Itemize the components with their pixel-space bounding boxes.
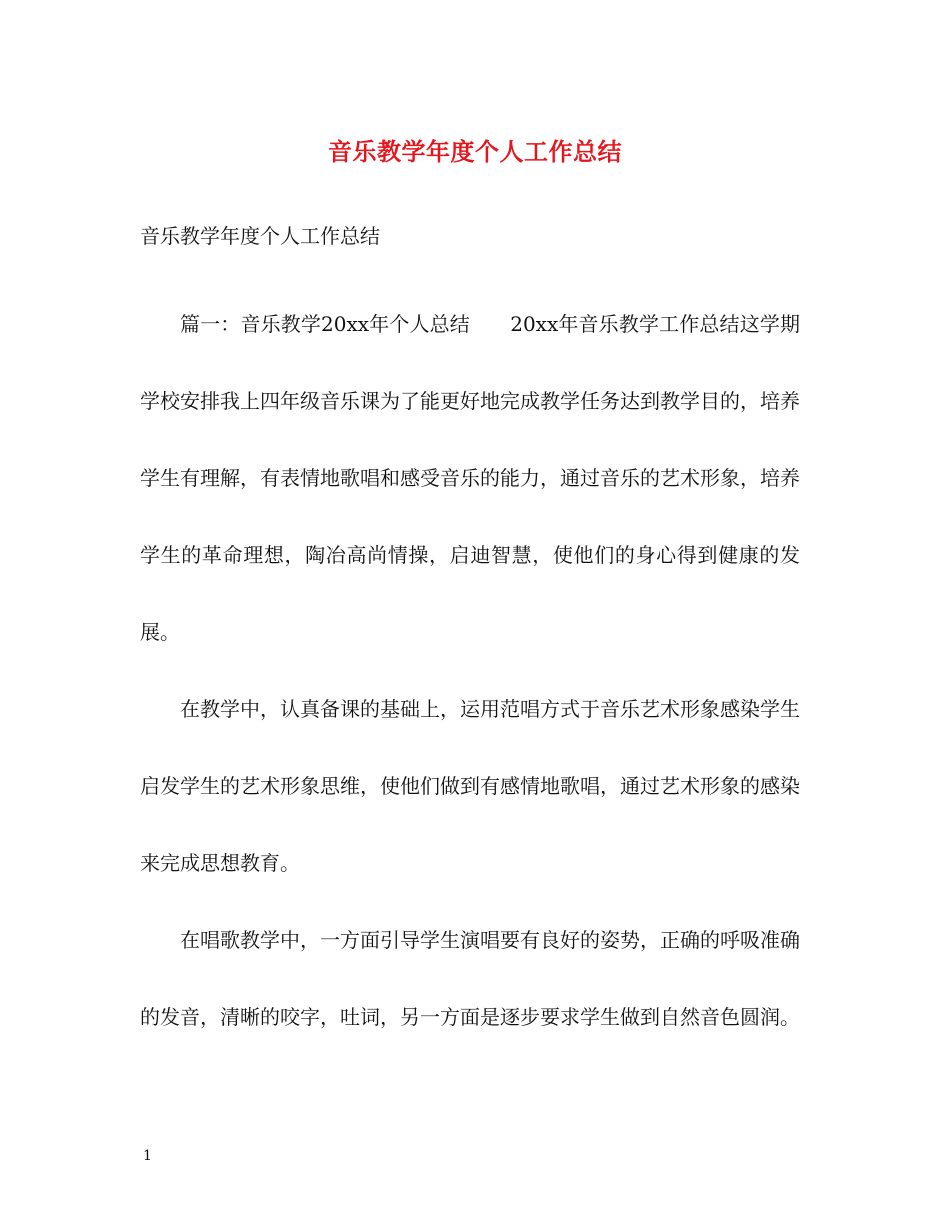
paragraph: 在教学中，认真备课的基础上，运用范唱方式于音乐艺术形象感染学生启发学生的艺术形象思维，使他们做到有感情地歌唱，通过艺术形象的感染来完成思想教育。 (140, 697, 800, 875)
paragraph: 篇一：音乐教学20xx年个人总结 20xx年音乐教学工作总结这学期学校安排我上四年级音乐课为了能更好地完成教学任务达到教学目的，培养学生有理解，有表情地歌唱和感受音乐的能力，通过音乐的艺术形象，培养学生的革命理想，陶冶高尚情操，启迪智慧，使他们的身心得到健康的发展。 (140, 312, 800, 644)
page-number: 1 (143, 1148, 152, 1164)
paragraph: 在唱歌教学中，一方面引导学生演唱要有良好的姿势，正确的呼吸准确的发音，清晰的咬字，吐词，另一方面是逐步要求学生做到自然音色圆润。 (140, 928, 800, 1029)
document-subtitle: 音乐教学年度个人工作总结 (140, 224, 380, 248)
document-body (140, 286, 800, 1056)
document-title: 音乐教学年度个人工作总结 (328, 137, 622, 166)
